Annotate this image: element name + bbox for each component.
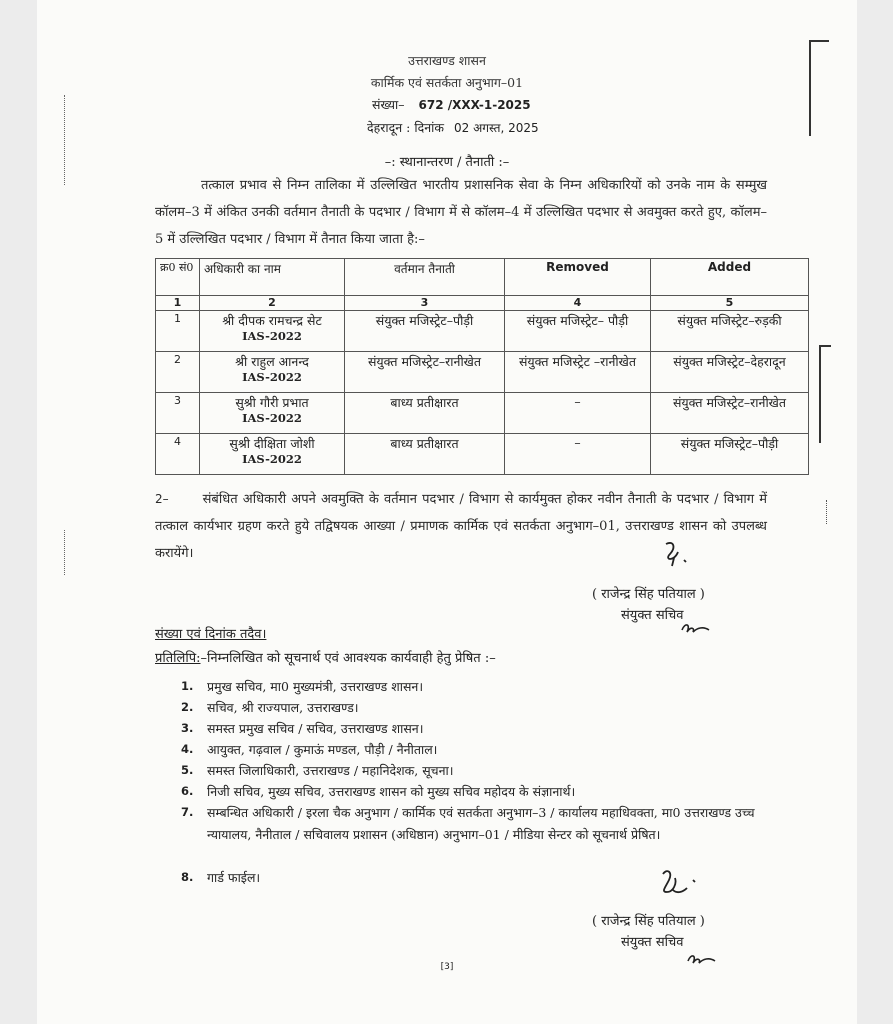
subject-line: –: स्थानान्तरण / तैनाती :–	[384, 155, 510, 170]
list-number: 7.	[181, 805, 194, 819]
cell-added: संयुक्त मजिस्ट्रेट–रुड़की	[651, 311, 809, 352]
col-header-sn: क्र0 सं0	[156, 259, 200, 296]
margin-mark	[826, 500, 828, 524]
cell-removed: –	[505, 393, 651, 434]
margin-mark	[64, 95, 66, 185]
signatory-name: ( राजेन्द्र सिंह पतियाल )	[592, 587, 705, 602]
list-item: निजी सचिव, मुख्य सचिव, उत्तराखण्ड शासन को मुख्य सचिव महोदय के संज्ञानार्थ।	[207, 784, 576, 799]
officer-name: श्री दीपक रामचन्द्र सेट	[222, 313, 322, 328]
officer-name: श्री राहुल आनन्द	[235, 354, 309, 369]
col-number: 4	[505, 296, 651, 311]
list-number: 2.	[181, 700, 194, 714]
date-value: 02 अगस्त, 2025	[454, 121, 539, 135]
list-number: 5.	[181, 763, 194, 777]
col-header-added: Added	[651, 259, 809, 296]
col-header-removed: Removed	[505, 259, 651, 296]
number-value: 672 /XXX-1-2025	[418, 98, 531, 112]
cell-sn: 3	[156, 393, 200, 434]
cell-added: संयुक्त मजिस्ट्रेट–पौड़ी	[651, 434, 809, 475]
col-number: 5	[651, 296, 809, 311]
cell-added: संयुक्त मजिस्ट्रेट–रानीखेत	[651, 393, 809, 434]
copy-label: प्रतिलिपि:	[155, 651, 201, 666]
col-number: 3	[345, 296, 505, 311]
officer-batch: IAS-2022	[242, 329, 302, 343]
list-item: सम्बन्धित अधिकारी / इरला चैक अनुभाग / कार्मिक एवं सतर्कता अनुभाग–3 / कार्यालय महाधिवक्ता, मा0 उत्तराखण्ड उच्च न्यायालय, नैनीताल / सचिवालय प्रशासन (अधिष्ठान) अनुभाग–01 / मीडिया सेन्टर को सूचनार्थ प्रेषित।	[207, 805, 755, 842]
officer-batch: IAS-2022	[242, 370, 302, 384]
copy-text: –निम्नलिखित को सूचनार्थ एवं आवश्यक कार्यवाही हेतु प्रेषित :–	[200, 651, 496, 666]
list-item: आयुक्त, गढ़वाल / कुमाऊं मण्डल, पौड़ी / नैनीताल।	[207, 742, 438, 757]
cell-sn: 4	[156, 434, 200, 475]
officer-batch: IAS-2022	[242, 411, 302, 425]
col-number: 2	[200, 296, 345, 311]
cell-current: बाध्य प्रतीक्षारत	[345, 434, 505, 475]
section-name: कार्मिक एवं सतर्कता अनुभाग–01	[370, 75, 524, 90]
signatory-designation: संयुक्त सचिव	[621, 608, 684, 623]
list-item: सचिव, श्री राज्यपाल, उत्तराखण्ड।	[207, 700, 359, 715]
officer-batch: IAS-2022	[242, 452, 302, 466]
number-label: संख्या–	[372, 97, 405, 112]
signatory-name: ( राजेन्द्र सिंह पतियाल )	[592, 914, 705, 929]
margin-bracket	[819, 345, 831, 443]
list-number: 6.	[181, 784, 194, 798]
list-number: 4.	[181, 742, 194, 756]
document-page	[37, 0, 857, 1024]
cell-removed: –	[505, 434, 651, 475]
date-label: देहरादून : दिनांक	[367, 120, 445, 135]
govt-name: उत्तराखण्ड शासन	[408, 53, 486, 68]
officer-name: सुश्री दीक्षिता जोशी	[229, 436, 315, 451]
list-item: समस्त जिलाधिकारी, उत्तराखण्ड / महानिदेशक, सूचना।	[207, 763, 454, 778]
cell-current: बाध्य प्रतीक्षारत	[345, 393, 505, 434]
margin-bracket	[809, 40, 829, 136]
list-number: 3.	[181, 721, 194, 735]
distribution-list	[37, 0, 857, 1024]
cell-sn: 2	[156, 352, 200, 393]
cell-sn: 1	[156, 311, 200, 352]
page-number: [3]	[440, 962, 454, 972]
col-header-current: वर्तमान तैनाती	[345, 259, 505, 296]
list-number: 1.	[181, 679, 194, 693]
officer-name: सुश्री गौरी प्रभात	[235, 395, 309, 410]
list-item: प्रमुख सचिव, मा0 मुख्यमंत्री, उत्तराखण्ड शासन।	[207, 679, 424, 694]
cell-current: संयुक्त मजिस्ट्रेट–रानीखेत	[345, 352, 505, 393]
margin-mark	[64, 530, 66, 575]
cell-current: संयुक्त मजिस्ट्रेट–पौड़ी	[345, 311, 505, 352]
endorsement-ref: संख्या एवं दिनांक तदैव।	[155, 627, 267, 642]
cell-removed: संयुक्त मजिस्ट्रेट– पौड़ी	[505, 311, 651, 352]
para2-text: संबंधित अधिकारी अपने अवमुक्ति के वर्तमान पदभार / विभाग से कार्यमुक्त होकर नवीन तैनाती के पदभार / विभाग में तत्काल कार्यभार ग्रहण करते हुये तद्विषयक आख्या / प्रमाणक कार्मिक एवं सतर्कता अनुभाग–01, उत्तराखण्ड शासन को उपलब्ध करायेंगे।	[155, 492, 767, 561]
signatory-designation: संयुक्त सचिव	[621, 935, 684, 950]
list-item: गार्ड फाईल।	[207, 870, 261, 885]
col-header-name: अधिकारी का नाम	[200, 259, 345, 296]
list-item: समस्त प्रमुख सचिव / सचिव, उत्तराखण्ड शासन।	[207, 721, 424, 736]
intro-paragraph: तत्काल प्रभाव से निम्न तालिका में उल्लिखित भारतीय प्रशासनिक सेवा के निम्न अधिकारियों को उनके नाम के सम्मुख कॉलम–3 में अंकित उनकी वर्तमान तैनाती के पदभार / विभाग में से कॉलम–4 में उल्लिखित पदभार से अवमुक्त करते हुए, कॉलम–5 में उल्लिखित पदभार / विभाग में तैनात किया जाता है:–	[155, 178, 767, 247]
list-number: 8.	[181, 870, 194, 884]
cell-added: संयुक्त मजिस्ट्रेट–देहरादून	[651, 352, 809, 393]
cell-removed: संयुक्त मजिस्ट्रेट –रानीखेत	[505, 352, 651, 393]
col-number: 1	[156, 296, 200, 311]
signature-scribble	[657, 866, 703, 902]
para2-number: 2–	[155, 492, 169, 506]
